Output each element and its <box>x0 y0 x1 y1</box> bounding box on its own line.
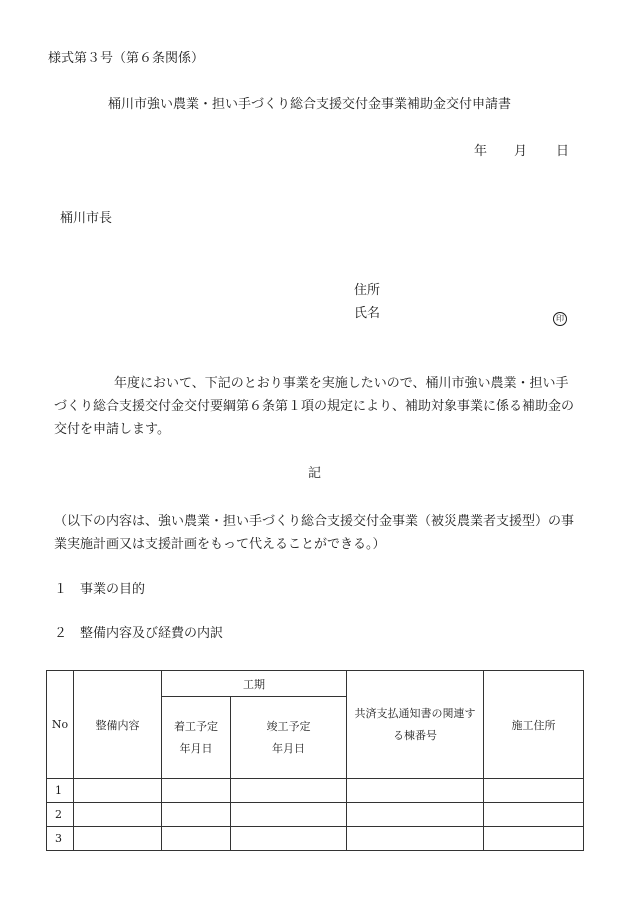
date-year: 年 <box>474 144 488 159</box>
cell-start[interactable] <box>162 779 231 803</box>
section-2-heading: ２ 整備内容及び経費の内訳 <box>54 626 224 641</box>
expense-table <box>46 670 584 851</box>
cell-content[interactable] <box>74 803 162 827</box>
name-label: 氏名 <box>354 306 381 321</box>
table-row <box>47 827 584 851</box>
row-number: 3 <box>47 827 74 851</box>
addressee: 桶川市長 <box>60 211 113 226</box>
cell-end[interactable] <box>231 827 347 851</box>
date-day: 日 <box>556 144 570 159</box>
col-mutual-line-1: 共済支払通知書の関連す <box>354 706 476 720</box>
col-start-line-2: 年月日 <box>179 741 213 755</box>
cell-content[interactable] <box>74 827 162 851</box>
cell-start[interactable] <box>162 827 231 851</box>
row-number: 1 <box>47 779 74 803</box>
address-label: 住所 <box>354 283 381 298</box>
application-body <box>54 372 584 441</box>
note-line-1: （以下の内容は、強い農業・担い手づくり総合支援交付金事業（被災農業者支援型）の事 <box>54 514 575 529</box>
section-1-heading: １ 事業の目的 <box>54 582 146 597</box>
date-month: 月 <box>514 144 528 159</box>
row-number: 2 <box>47 803 74 827</box>
cell-mutual[interactable] <box>347 827 484 851</box>
col-mutual-header <box>347 671 484 779</box>
col-end-header <box>231 697 347 779</box>
cell-site[interactable] <box>484 803 584 827</box>
col-period-header: 工期 <box>162 671 347 697</box>
col-end-line-2: 年月日 <box>272 741 305 755</box>
cell-mutual[interactable] <box>347 779 484 803</box>
body-line-3: 交付を申請します。 <box>54 422 170 437</box>
ki-heading: 記 <box>308 466 322 481</box>
col-start-header <box>162 697 231 779</box>
cell-end[interactable] <box>231 779 347 803</box>
cell-site[interactable] <box>484 827 584 851</box>
cell-start[interactable] <box>162 803 231 827</box>
col-start-line-1: 着工予定 <box>174 719 218 733</box>
col-site-header: 施工住所 <box>484 671 584 779</box>
col-content-header: 整備内容 <box>74 671 162 779</box>
cell-content[interactable] <box>74 779 162 803</box>
table-row <box>47 803 584 827</box>
body-line-1: 年度において、下記のとおり事業を実施したいので、桶川市強い農業・担い手 <box>114 376 569 391</box>
note-line-2: 業実施計画又は支援計画をもって代えることができる。） <box>54 537 386 552</box>
form-number: 様式第３号（第６条関係） <box>48 51 205 66</box>
col-no-header: No <box>47 671 74 779</box>
note-paragraph <box>54 510 584 556</box>
col-end-line-1: 竣工予定 <box>266 719 311 733</box>
seal-mark: 印 <box>553 306 567 326</box>
document-title: 桶川市強い農業・担い手づくり総合支援交付金事業補助金交付申請書 <box>108 97 512 112</box>
body-line-2: づくり総合支援交付金交付要綱第６条第１項の規定により、補助対象事業に係る補助金の <box>54 399 575 414</box>
cell-mutual[interactable] <box>347 803 484 827</box>
col-mutual-line-2: る棟番号 <box>393 728 437 742</box>
cell-end[interactable] <box>231 803 347 827</box>
table-row <box>47 779 584 803</box>
cell-site[interactable] <box>484 779 584 803</box>
